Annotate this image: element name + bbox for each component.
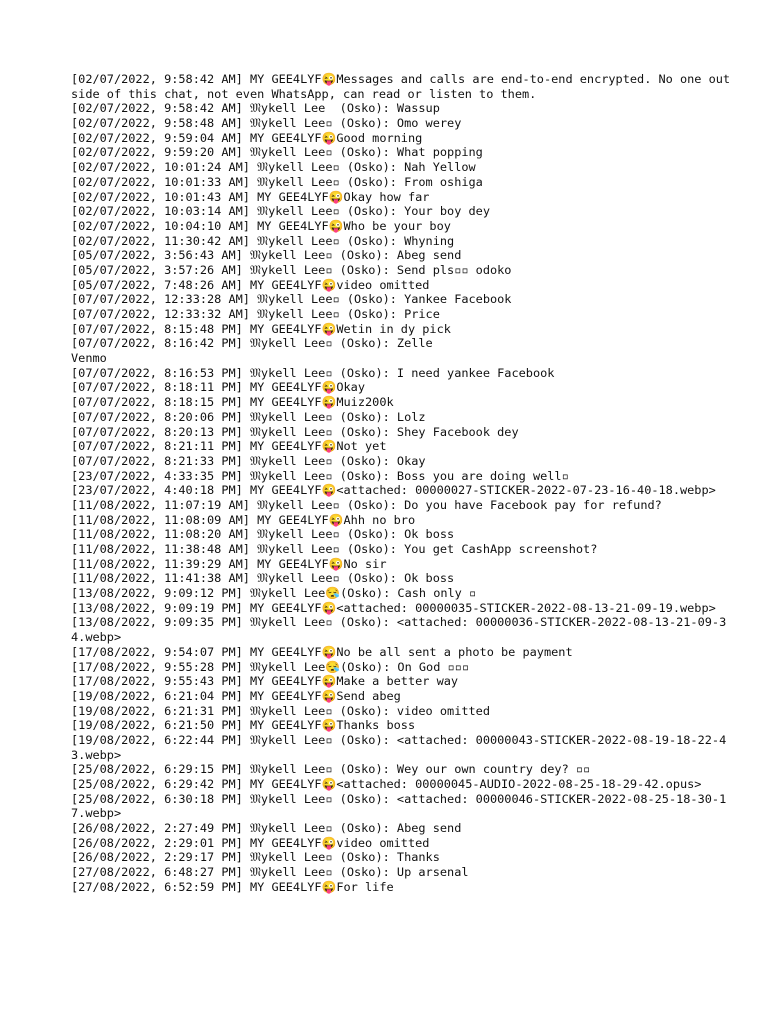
chat-message-line: [07/07/2022, 12:33:28 AM] 𝔐ykell Lee▫ (Osko): Yankee Facebook (71, 292, 512, 307)
chat-message-line: [07/07/2022, 8:20:13 PM] 𝔐ykell Lee▫ (Osko): Shey Facebook dey (71, 424, 519, 439)
chat-message-line: [23/07/2022, 4:40:18 PM] MY GEE4LYF😜<attached: 00000027-STICKER-2022-07-23-16-40-18.webp> (71, 483, 716, 498)
chat-export-document (71, 72, 731, 895)
chat-message-line: [11/08/2022, 11:38:48 AM] 𝔐ykell Lee▫ (Osko): You get CashApp screenshot? (71, 542, 598, 556)
chat-message-line: [07/07/2022, 8:21:11 PM] MY GEE4LYF😜Not yet (71, 439, 387, 454)
chat-message-line: [07/07/2022, 8:16:42 PM] 𝔐ykell Lee▫ (Osko): Zelle Venmo (71, 336, 433, 366)
chat-message-line: [25/08/2022, 6:29:15 PM] 𝔐ykell Lee▫ (Osko): Wey our own country dey? ▫▫ (71, 762, 591, 777)
chat-message-line: [02/07/2022, 10:03:14 AM] 𝔐ykell Lee▫ (Osko): Your boy dey (71, 204, 490, 219)
chat-message-line: [11/08/2022, 11:41:38 AM] 𝔐ykell Lee▫ (Osko): Ok boss (71, 571, 455, 586)
chat-message-line: [05/07/2022, 3:56:43 AM] 𝔐ykell Lee▫ (Osko): Abeg send (71, 248, 462, 263)
chat-message-line: [27/08/2022, 6:52:59 PM] MY GEE4LYF😜For life (71, 879, 394, 894)
chat-message-line: [11/08/2022, 11:08:09 AM] MY GEE4LYF😜Ahh no bro (71, 512, 416, 527)
chat-message-line: [13/08/2022, 9:09:35 PM] 𝔐ykell Lee▫ (Osko): <attached: 00000036-STICKER-2022-08-13-21-09-34.webp> (71, 615, 727, 645)
chat-message-line: [07/07/2022, 8:20:06 PM] 𝔐ykell Lee▫ (Osko): Lolz (71, 409, 426, 424)
chat-message-line: [07/07/2022, 8:16:53 PM] 𝔐ykell Lee▫ (Osko): I need yankee Facebook (71, 365, 555, 380)
chat-message-line: [11/08/2022, 11:07:19 AM] 𝔐ykell Lee▫ (Osko): Do you have Facebook pay for refund? (71, 497, 662, 512)
chat-message-line: [23/07/2022, 4:33:35 PM] 𝔐ykell Lee▫ (Osko): Boss you are doing well▫ (71, 468, 569, 483)
chat-message-line: [02/07/2022, 11:30:42 AM] 𝔐ykell Lee▫ (Osko): Whyning (71, 233, 455, 248)
chat-message-line: [11/08/2022, 11:08:20 AM] 𝔐ykell Lee▫ (Osko): Ok boss (71, 527, 455, 542)
chat-message-line: [02/07/2022, 9:58:48 AM] 𝔐ykell Lee▫ (Osko): Omo werey (71, 116, 462, 131)
chat-message-line: [25/08/2022, 6:30:18 PM] 𝔐ykell Lee▫ (Osko): <attached: 00000046-STICKER-2022-08-25-18-30-17.webp> (71, 791, 727, 821)
chat-message-line: [19/08/2022, 6:22:44 PM] 𝔐ykell Lee▫ (Osko): <attached: 00000043-STICKER-2022-08-19-18-22-43.webp> (71, 732, 727, 762)
chat-message-line: [25/08/2022, 6:29:42 PM] MY GEE4LYF😜<attached: 00000045-AUDIO-2022-08-25-18-29-42.opus> (71, 777, 702, 791)
chat-message-line: [02/07/2022, 9:58:42 AM] MY GEE4LYF😜Messages and calls are end-to-end encrypted. No one outside of this chat, not even WhatsApp, can read or listen to them. (71, 72, 731, 101)
chat-message-line: [13/08/2022, 9:09:19 PM] MY GEE4LYF😜<attached: 00000035-STICKER-2022-08-13-21-09-19.webp> (71, 600, 716, 615)
chat-message-line: [19/08/2022, 6:21:31 PM] 𝔐ykell Lee▫ (Osko): video omitted (71, 703, 490, 718)
chat-message-line: [17/08/2022, 9:55:28 PM] 𝔐ykell Lee😪(Osko): On God ▫▫▫ (71, 659, 470, 674)
chat-message-line: [05/07/2022, 3:57:26 AM] 𝔐ykell Lee▫ (Osko): Send pls▫▫ odoko (71, 262, 512, 277)
chat-message-line: [02/07/2022, 10:04:10 AM] MY GEE4LYF😜Who be your boy (71, 218, 451, 233)
chat-message-line: [07/07/2022, 12:33:32 AM] 𝔐ykell Lee▫ (Osko): Price (71, 307, 440, 321)
chat-message-line: [13/08/2022, 9:09:12 PM] 𝔐ykell Lee😪(Osko): Cash only ▫ (71, 586, 477, 601)
chat-message-line: [26/08/2022, 2:27:49 PM] 𝔐ykell Lee▫ (Osko): Abeg send (71, 821, 462, 836)
chat-message-line: [07/07/2022, 8:18:15 PM] MY GEE4LYF😜Muiz200k (71, 395, 394, 410)
chat-message-line: [07/07/2022, 8:21:33 PM] 𝔐ykell Lee▫ (Osko): Okay (71, 453, 426, 468)
chat-message-line: [26/08/2022, 2:29:17 PM] 𝔐ykell Lee▫ (Osko): Thanks (71, 850, 440, 865)
chat-message-line: [27/08/2022, 6:48:27 PM] 𝔐ykell Lee▫ (Osko): Up arsenal (71, 865, 469, 880)
chat-message-line: [07/07/2022, 8:15:48 PM] MY GEE4LYF😜Wetin in dy pick (71, 321, 451, 336)
chat-message-line: [02/07/2022, 9:59:04 AM] MY GEE4LYF😜Good morning (71, 130, 423, 145)
chat-message-line: [05/07/2022, 7:48:26 AM] MY GEE4LYF😜video omitted (71, 277, 430, 292)
chat-message-line: [17/08/2022, 9:55:43 PM] MY GEE4LYF😜Make a better way (71, 674, 459, 689)
chat-message-line: [02/07/2022, 10:01:33 AM] 𝔐ykell Lee▫ (Osko): From oshiga (71, 174, 483, 189)
chat-message-line: [02/07/2022, 10:01:43 AM] MY GEE4LYF😜Okay how far (71, 189, 430, 204)
chat-message-line: [19/08/2022, 6:21:04 PM] MY GEE4LYF😜Send abeg (71, 688, 401, 703)
chat-message-line: [17/08/2022, 9:54:07 PM] MY GEE4LYF😜No be all sent a photo be payment (71, 644, 573, 659)
chat-message-line: [02/07/2022, 9:58:42 AM] 𝔐ykell Lee (Osko): Wassup (71, 101, 440, 116)
chat-message-line: [26/08/2022, 2:29:01 PM] MY GEE4LYF😜video omitted (71, 835, 430, 850)
chat-message-line: [02/07/2022, 9:59:20 AM] 𝔐ykell Lee▫ (Osko): What popping (71, 145, 483, 160)
chat-message-line: [19/08/2022, 6:21:50 PM] MY GEE4LYF😜Thanks boss (71, 718, 416, 733)
chat-message-line: [02/07/2022, 10:01:24 AM] 𝔐ykell Lee▫ (Osko): Nah Yellow (71, 160, 476, 175)
chat-message-line: [11/08/2022, 11:39:29 AM] MY GEE4LYF😜No sir (71, 556, 387, 571)
chat-message-line: [07/07/2022, 8:18:11 PM] MY GEE4LYF😜Okay (71, 380, 365, 395)
